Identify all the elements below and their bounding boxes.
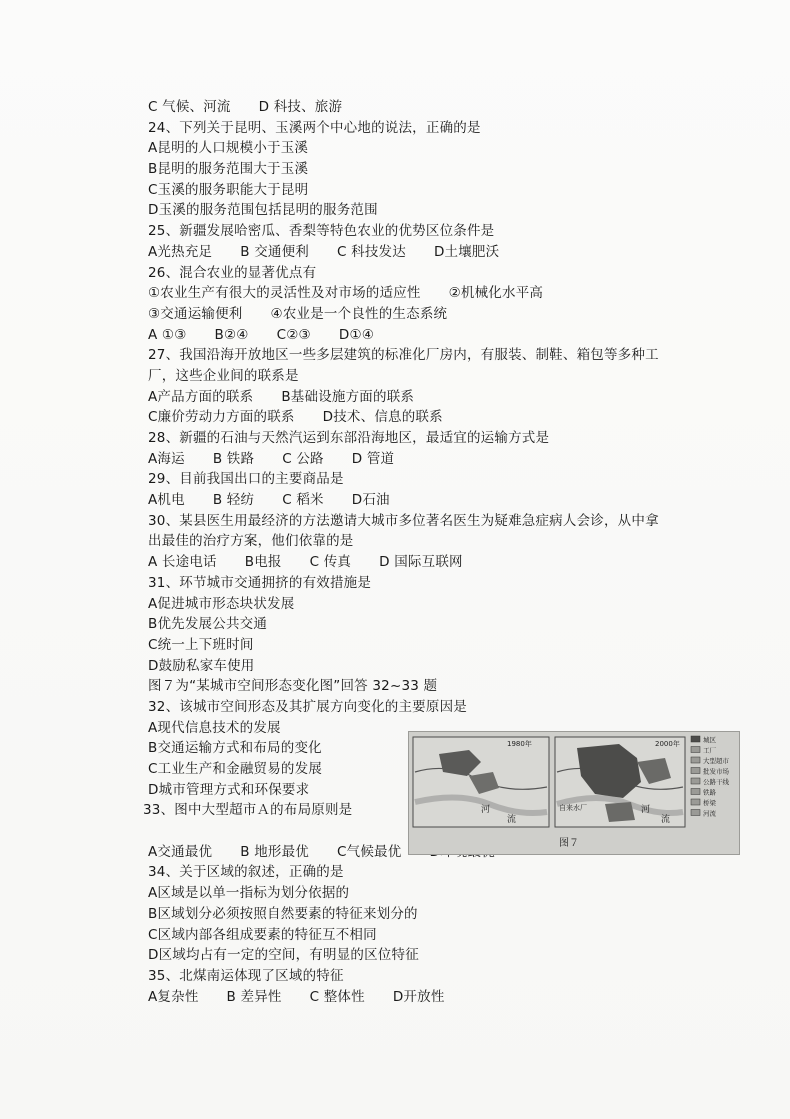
option-line [148,283,748,304]
answer-option: C②③ [276,326,311,343]
legend-swatch [691,789,700,795]
text-line: D玉溪的服务范围包括昆明的服务范围 [148,202,378,219]
text-line: B优先发展公共交通 [148,616,268,633]
answer-option: A 长途电话 [148,554,217,571]
answer-option: ④农业是一个良性的生态系统 [270,305,448,322]
text-line: 30、某县医生用最经济的方法邀请大城市多位著名医生为疑难急症病人会诊，从中拿 [148,512,659,529]
text-line: B区域划分必须按照自然要素的特征来划分的 [148,905,418,922]
answer-option: D开放性 [392,988,445,1005]
answer-option: A ①③ [148,326,187,343]
answer-option: D 管道 [351,450,395,467]
answer-option: C 科技发达 [337,243,406,260]
option-line [148,987,748,1008]
answer-option: A复杂性 [148,988,199,1005]
year-label-1980: 1980年 [507,740,532,748]
answer-option: C 气候、河流 [148,99,231,115]
answer-option: D 国际互联网 [379,554,463,571]
answer-option: B 轻纺 [212,492,255,509]
answer-option: C廉价劳动力方面的联系 [148,409,295,426]
answer-option: B 地形最优 [240,843,310,860]
legend-label: 铁路 [703,788,716,797]
option-line [148,304,748,325]
text-line: 28、新疆的石油与天然汽运到东部沿海地区，最适宜的运输方式是 [148,430,550,446]
text-line: B交通运输方式和布局的变化 [148,740,322,757]
answer-option: C 整体性 [309,988,365,1005]
text-line: 35、北煤南运体现了区域的特征 [148,967,344,984]
text-line: 31、环节城市交通拥挤的有效措施是 [148,574,372,591]
text-line: D区域均占有一定的空间，有明显的区位特征 [148,947,419,964]
answer-option: ②机械化水平高 [448,285,544,302]
text-line: C工业生产和金融贸易的发展 [148,761,323,777]
legend-swatch [691,747,700,753]
map-legend [691,735,730,818]
figure-caption: 图７ [559,838,579,849]
text-line: 34、关于区域的叙述，正确的是 [148,864,344,881]
answer-option: C 公路 [282,450,324,467]
text-line: A昆明的人口规模小于玉溪 [148,140,309,157]
legend-label: 工厂 [703,746,716,755]
answer-option: ③交通运输便利 [148,305,243,322]
text-line: C玉溪的服务职能大于昆明 [148,181,309,198]
legend-swatch [691,778,700,784]
legend-label: 公路干线 [703,778,729,786]
text-line: 图７为“某城市空间形态变化图”回答 32~33 题 [148,678,438,695]
answer-option: A交通最优 [148,843,213,860]
answer-option: D 科技、旅游 [258,99,343,115]
figure-7-city-map [408,731,740,855]
legend-swatch [691,799,700,805]
river-label-left-2: 流 [507,815,517,825]
legend-swatch [691,768,700,774]
answer-option: B②④ [214,326,249,343]
option-line [148,325,748,346]
text-line: 25、新疆发展哈密瓜、香梨等特色农业的优势区位条件是 [148,223,495,240]
legend-swatch [691,810,700,816]
option-line [148,97,748,118]
text-line: 26、混合农业的显著优点有 [148,264,317,281]
answer-option: B基础设施方面的联系 [281,388,415,405]
option-line [148,387,748,408]
text-line: 27、我国沿海开放地区一些多层建筑的标准化厂房内，有服装、制鞋、箱包等多种工 [148,347,659,364]
answer-option: A光热充足 [148,243,213,260]
text-line: 32、该城市空间形态及其扩展方向变化的主要原因是 [148,698,467,715]
answer-option: D①④ [338,326,375,343]
text-line: 33、图中大型超市Ａ的布局原则是 [143,802,353,819]
option-line [148,449,748,470]
text-line: D城市管理方式和环保要求 [148,781,310,798]
question-text [143,97,748,1007]
answer-option: A机电 [148,492,185,509]
answer-option: B 差异性 [226,988,282,1005]
waterworks-label: 自来水厂 [559,804,587,812]
text-line: A促进城市形态块状发展 [148,595,295,612]
answer-option: B电报 [244,554,282,571]
answer-option: B 铁路 [212,450,255,467]
legend-label: 河流 [703,809,716,818]
answer-option: D石油 [351,492,390,509]
text-line: C统一上下班时间 [148,636,254,653]
option-line [148,407,748,428]
legend-label: 批发市场 [703,767,729,776]
answer-option: D土壤肥沃 [433,243,500,260]
answer-option: A海运 [148,450,185,467]
answer-option: A产品方面的联系 [148,388,254,405]
legend-label: 大型超市 [703,757,729,765]
legend-swatch [691,736,700,742]
answer-option: C气候最优 [337,843,402,860]
city-map-svg [409,732,739,854]
river-label-right: 河 [641,805,651,815]
river-label-right-2: 流 [661,815,671,825]
text-line: 29、目前我国出口的主要商品是 [148,471,344,488]
answer-option: D技术、信息的联系 [322,409,443,426]
text-line: B昆明的服务范围大于玉溪 [148,161,309,178]
answer-option: C 稻米 [282,492,324,509]
text-line: C区域内部各组成要素的特征互不相同 [148,926,377,943]
river-label-left: 河 [481,805,491,815]
option-line [148,490,748,511]
text-line: A区域是以单一指标为划分依据的 [148,885,350,902]
legend-label: 桥梁 [703,799,716,807]
answer-option: ①农业生产有很大的灵活性及对市场的适应性 [148,285,421,302]
legend-swatch [691,757,700,763]
option-line [148,552,748,573]
text-line: 出最佳的治疗方案，他们依靠的是 [148,533,354,550]
option-line [148,242,748,263]
text-line: A现代信息技术的发展 [148,719,281,736]
text-line: 厂，这些企业间的联系是 [148,367,299,384]
city-area-2000-c [605,802,635,822]
legend-label: 城区 [703,736,716,744]
answer-option: B 交通便利 [240,243,310,260]
year-label-2000: 2000年 [655,740,680,748]
text-line: 24、下列关于昆明、玉溪两个中心地的说法，正确的是 [148,119,481,136]
answer-option: C 传真 [309,554,352,571]
text-line: D鼓励私家车使用 [148,657,255,674]
